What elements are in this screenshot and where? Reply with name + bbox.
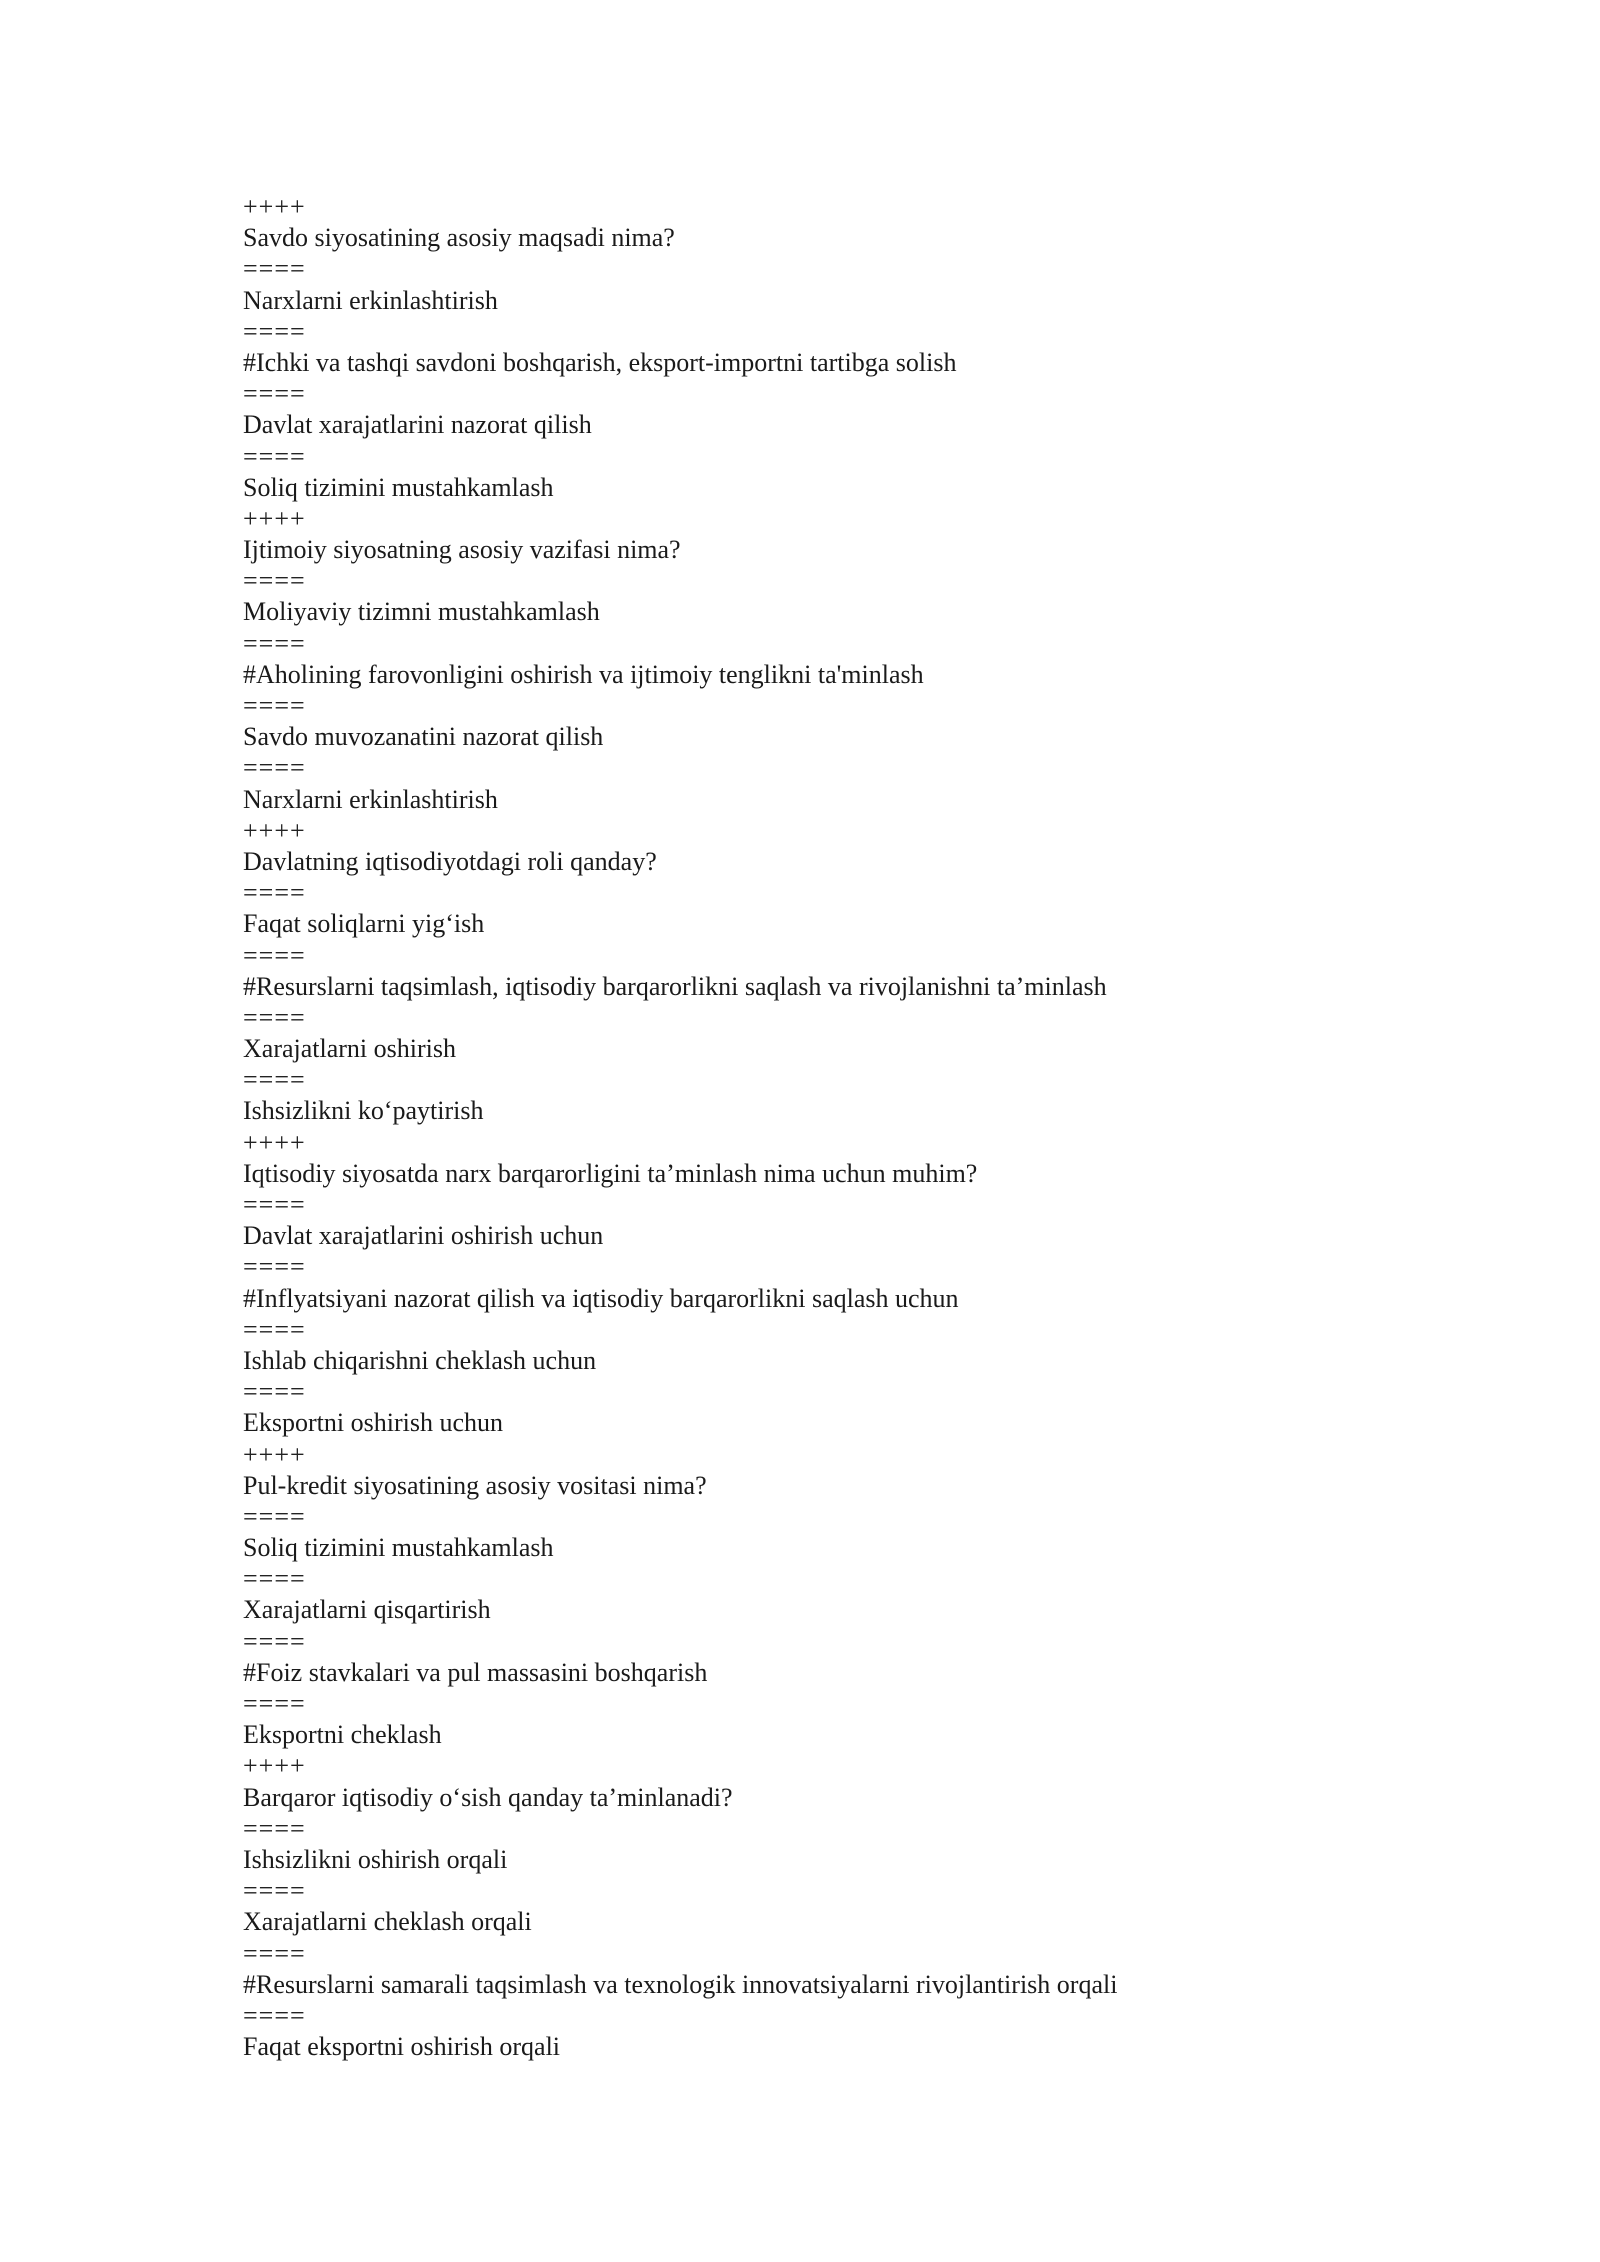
test-content [243, 191, 1493, 2062]
option-separator: ==== [243, 316, 306, 346]
option-separator: ==== [243, 254, 306, 284]
answer-option: Narxlarni erkinlashtirish [243, 784, 498, 814]
option-separator: ==== [243, 1876, 306, 1906]
answer-option: Xarajatlarni qisqartirish [243, 1595, 491, 1625]
option-separator: ==== [243, 691, 306, 720]
option-separator: ==== [243, 566, 306, 596]
answer-option: Narxlarni erkinlashtirish [243, 285, 498, 315]
question-separator: ++++ [243, 1751, 306, 1781]
answer-option: Soliq tizimini mustahkamlash [243, 472, 554, 502]
question-text: Pul-kredit siyosatining asosiy vositasi nima? [243, 1470, 707, 1500]
option-separator: ==== [243, 1002, 306, 1032]
answer-option: Ishsizlikni oshirish orqali [243, 1844, 508, 1874]
answer-option: Savdo muvozanatini nazorat qilish [243, 722, 604, 752]
question-separator: ++++ [243, 1127, 306, 1157]
option-separator: ==== [243, 1377, 306, 1407]
answer-option: Ishsizlikni ko‘paytirish [243, 1096, 484, 1126]
question-text: Ijtimoiy siyosatning asosiy vazifasi nima? [243, 535, 681, 565]
option-separator: ==== [243, 1813, 306, 1843]
question-text: Barqaror iqtisodiy o‘sish qanday ta’minlanadi? [243, 1782, 733, 1812]
option-separator: ==== [243, 379, 306, 409]
option-separator: ==== [243, 1938, 306, 1968]
question-text: Iqtisodiy siyosatda narx barqarorligini ta’minlash nima uchun muhim? [243, 1158, 978, 1188]
question-separator: ++++ [243, 503, 306, 533]
option-separator: ==== [243, 1190, 306, 1219]
correct-answer-option: #Resurslarni taqsimlash, iqtisodiy barqarorlikni saqlash va rivojlanishni ta’minlash [243, 971, 1107, 1001]
correct-answer-option: #Foiz stavkalari va pul massasini boshqarish [243, 1657, 708, 1687]
correct-answer-option: #Resurslarni samarali taqsimlash va texnologik innovatsiyalarni rivojlantirish orqali [243, 1969, 1118, 1999]
answer-option: Xarajatlarni oshirish [243, 1034, 456, 1064]
option-separator: ==== [243, 1564, 306, 1594]
question-text: Savdo siyosatining asosiy maqsadi nima? [243, 223, 675, 253]
option-separator: ==== [243, 2000, 306, 2030]
correct-answer-option: #Inflyatsiyani nazorat qilish va iqtisodiy barqarorlikni saqlash uchun [243, 1283, 959, 1313]
option-separator: ==== [243, 1626, 306, 1656]
correct-answer-option: #Aholining farovonligini oshirish va ijtimoiy tenglikni ta'minlash [243, 659, 924, 689]
option-separator: ==== [243, 1689, 306, 1718]
question-separator: ++++ [243, 815, 306, 845]
answer-option: Davlat xarajatlarini oshirish uchun [243, 1221, 604, 1251]
answer-option: Eksportni oshirish uchun [243, 1408, 503, 1438]
question-separator: ++++ [243, 1439, 306, 1469]
question-text: Davlatning iqtisodiyotdagi roli qanday? [243, 846, 657, 876]
option-separator: ==== [243, 1252, 306, 1282]
option-separator: ==== [243, 1065, 306, 1095]
option-separator: ==== [243, 753, 306, 783]
answer-option: Eksportni cheklash [243, 1720, 442, 1750]
answer-option: Faqat eksportni oshirish orqali [243, 2032, 561, 2062]
option-separator: ==== [243, 441, 306, 471]
answer-option: Davlat xarajatlarini nazorat qilish [243, 410, 592, 440]
answer-option: Ishlab chiqarishni cheklash uchun [243, 1345, 597, 1375]
answer-option: Xarajatlarni cheklash orqali [243, 1907, 532, 1937]
option-separator: ==== [243, 1314, 306, 1344]
question-separator: ++++ [243, 192, 306, 221]
option-separator: ==== [243, 628, 306, 658]
answer-option: Faqat soliqlarni yig‘ish [243, 909, 485, 939]
answer-option: Soliq tizimini mustahkamlash [243, 1533, 554, 1563]
answer-option: Moliyaviy tizimni mustahkamlash [243, 597, 600, 627]
option-separator: ==== [243, 1501, 306, 1531]
option-separator: ==== [243, 940, 306, 970]
option-separator: ==== [243, 878, 306, 908]
correct-answer-option: #Ichki va tashqi savdoni boshqarish, eksport-importni tartibga solish [243, 347, 957, 377]
